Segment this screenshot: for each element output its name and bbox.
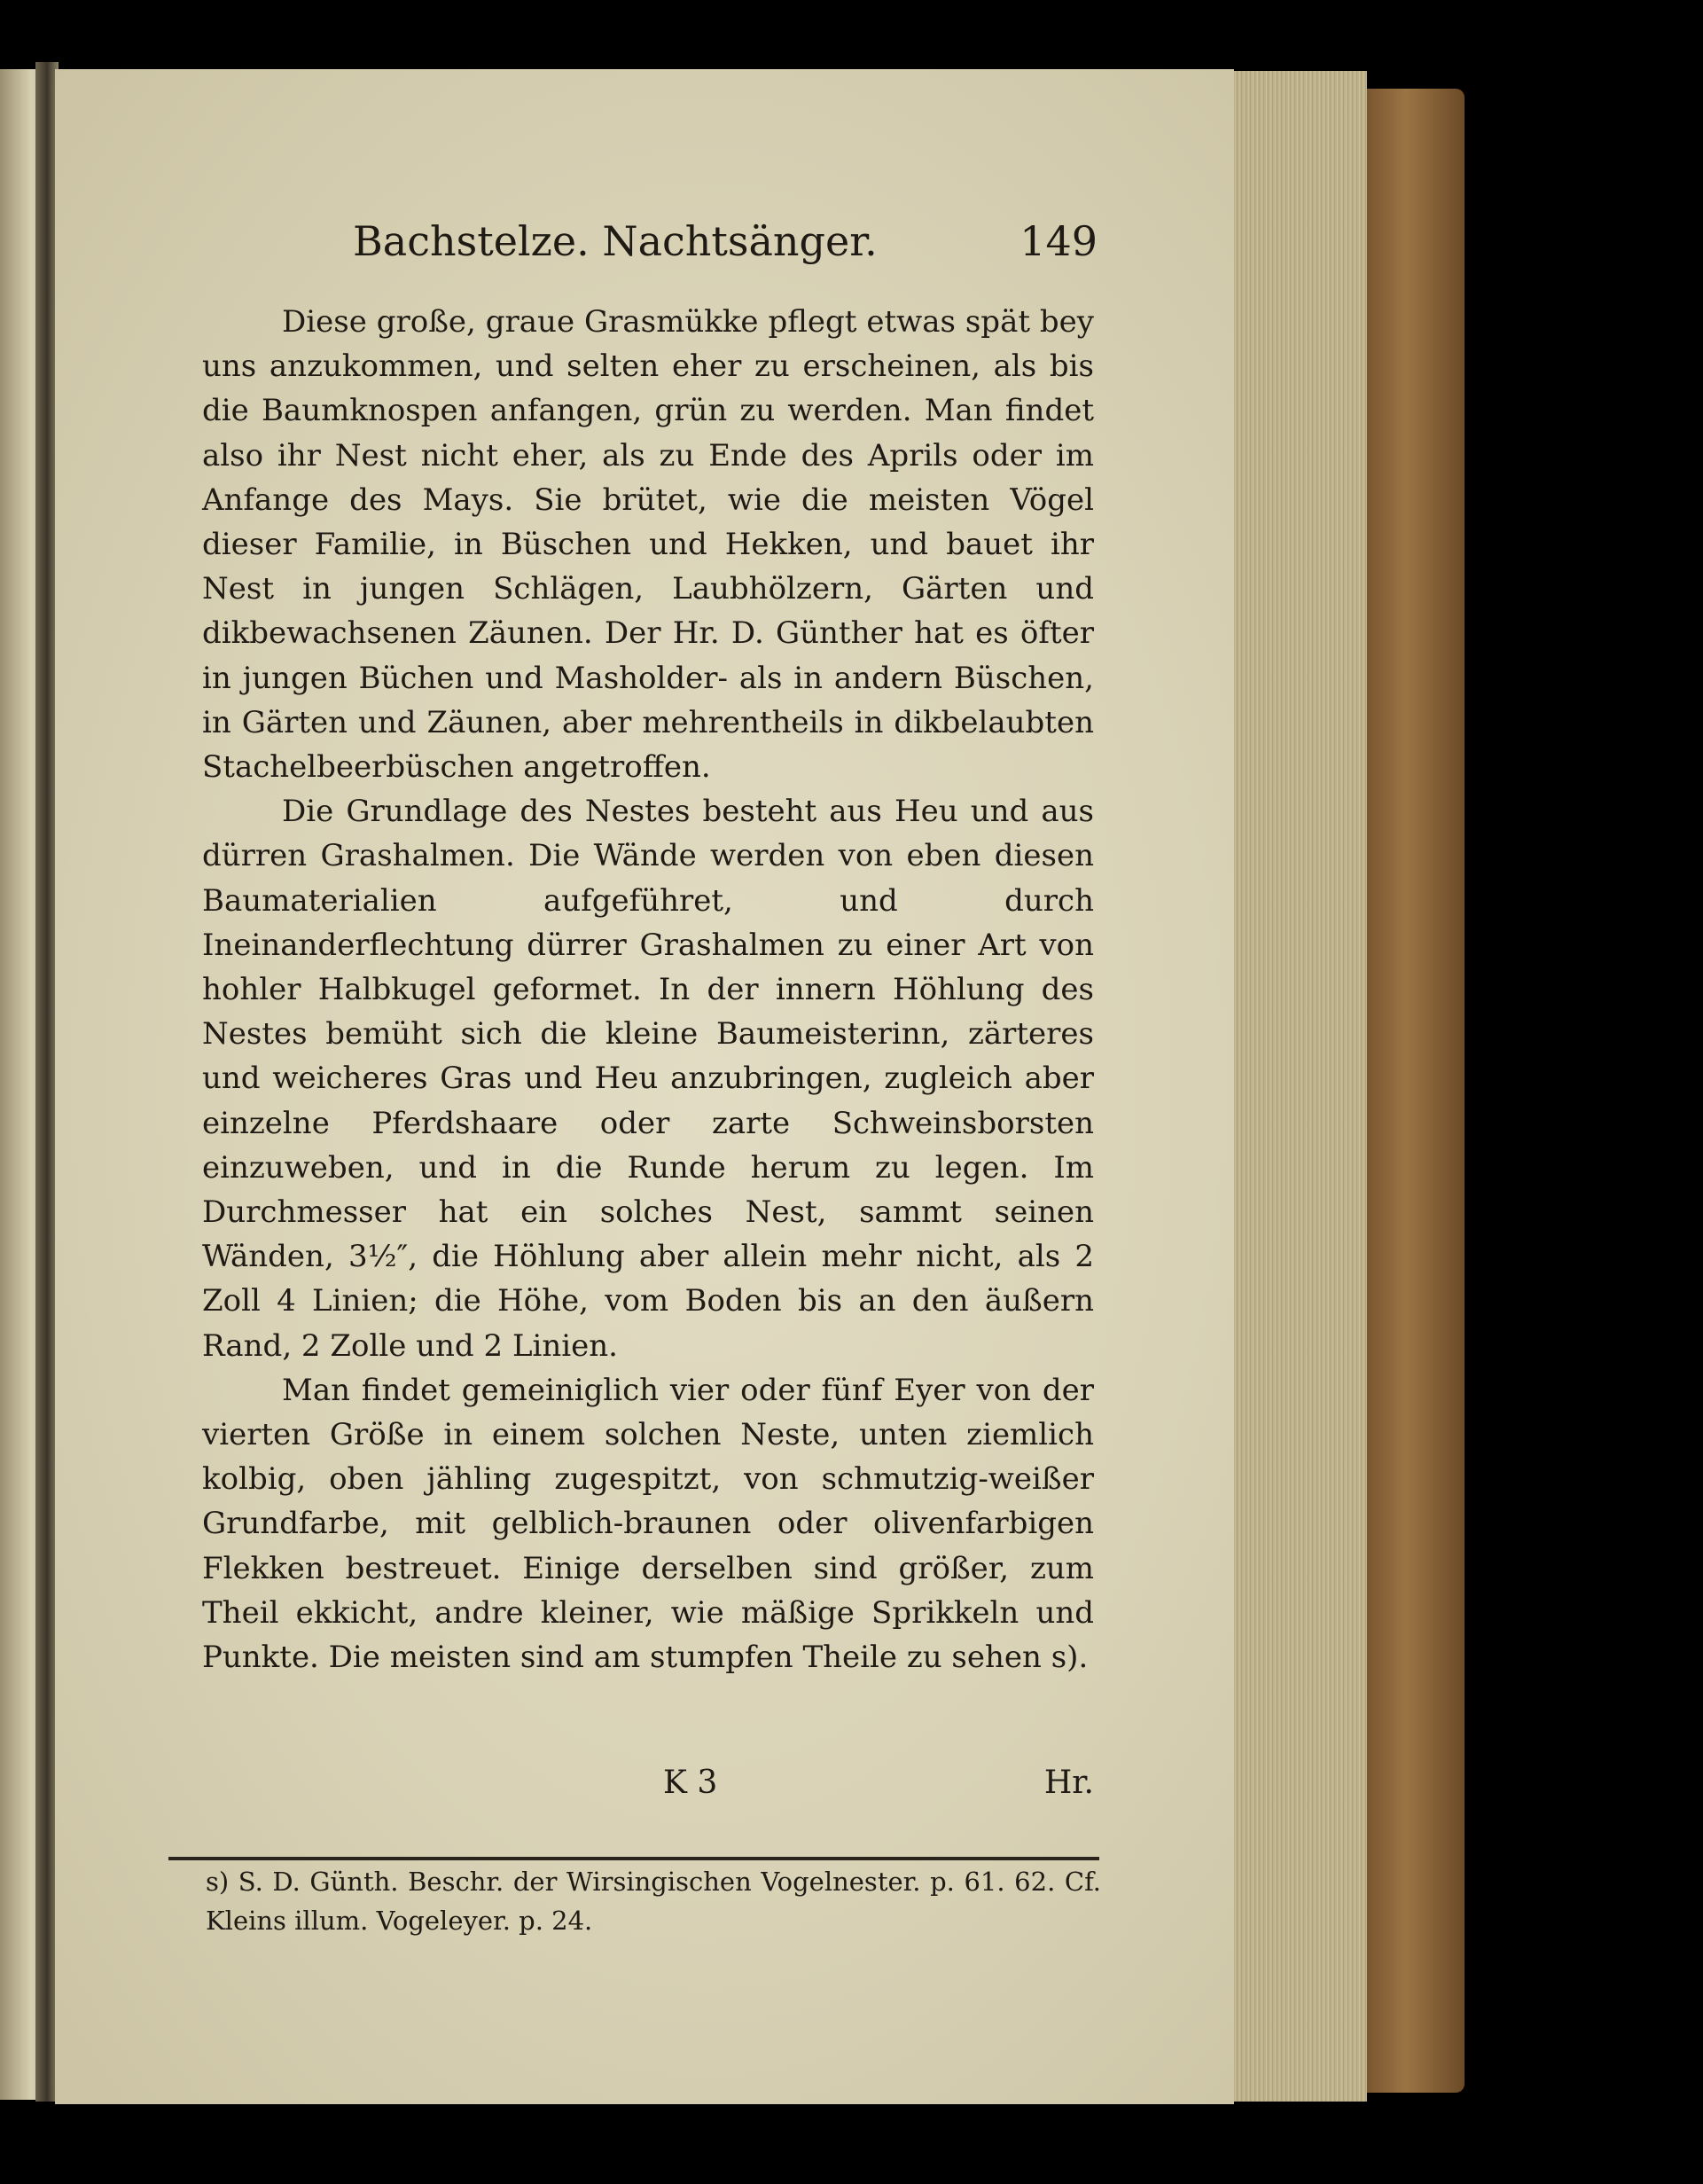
running-title: Bachstelze. Nachtsänger. bbox=[353, 217, 878, 265]
page-header bbox=[353, 217, 1098, 279]
paragraph: Diese große, graue Grasmükke pflegt etwas spät bey uns anzukommen, und selten eher zu erscheinen, als bis die Baumknospen anfangen, grün zu werden. Man findet also ihr Nest nicht eher, als zu Ende des Aprils oder im Anfange des Mays. Sie brütet, wie die meisten Vögel dieser Familie, in Büschen und Hekken, und bauet ihr Nest in jungen Schlägen, Laubhölzern, Gärten und dikbewachsenen Zäunen. Der Hr. D. Günther hat es öfter in jungen Büchen und Masholder- als in andern Büschen, in Gärten und Zäunen, aber mehrentheils in dikbelaubten Stachelbeerbüschen angetroffen. bbox=[202, 304, 1094, 786]
page-foot-line bbox=[202, 1765, 1094, 1809]
footnote-rule bbox=[168, 1857, 1099, 1860]
paragraph: Die Grundlage des Nestes besteht aus Heu und aus dürren Grashalmen. Die Wände werden von eben diesen Baumaterialien aufgeführet, und durch Ineinanderflechtung dürrer Grashalmen zu einer Art von hohler Halbkugel geformet. In der innern Höhlung des Nestes bemüht sich die kleine Baumeisterinn, zärteres und weicheres Gras und Heu anzubringen, zugleich aber einzelne Pferdshaare oder zarte Schweinsborsten einzuweben, und in die Runde herum zu legen. Im Durchmesser hat ein solches Nest, sammt seinen Wänden, 3½″, die Höhlung aber allein mehr nicht, als 2 Zoll 4 Linien; die Höhe, vom Boden bis an den äußern Rand, 2 Zolle und 2 Linien. bbox=[202, 794, 1094, 1364]
page-number: 149 bbox=[1019, 217, 1098, 265]
page-block-edge bbox=[1234, 71, 1367, 2102]
main-text bbox=[202, 300, 1094, 1679]
signature-mark: K 3 bbox=[663, 1765, 718, 1801]
book-cover-edge bbox=[1367, 89, 1465, 2093]
catchword: Hr. bbox=[1043, 1765, 1094, 1801]
paragraph: Man findet gemeiniglich vier oder fünf Eyer von der vierten Größe in einem solchen Neste, unten ziemlich kolbig, oben jähling zugespitzt, von schmutzig-weißer Grundfarbe, mit gelblich-braunen oder olivenfarbigen Flekken bestreuet. Einige derselben sind größer, zum Theil ekkicht, andre kleiner, wie mäßige Sprikkeln und Punkte. Die meisten sind am stumpfen Theile zu sehen s). bbox=[202, 1372, 1094, 1676]
footnote: s) S. D. Günth. Beschr. der Wirsingischen Vogelnester. p. 61. 62. Cf. Kleins illum. Vogeleyer. p. 24. bbox=[206, 1867, 1101, 1936]
